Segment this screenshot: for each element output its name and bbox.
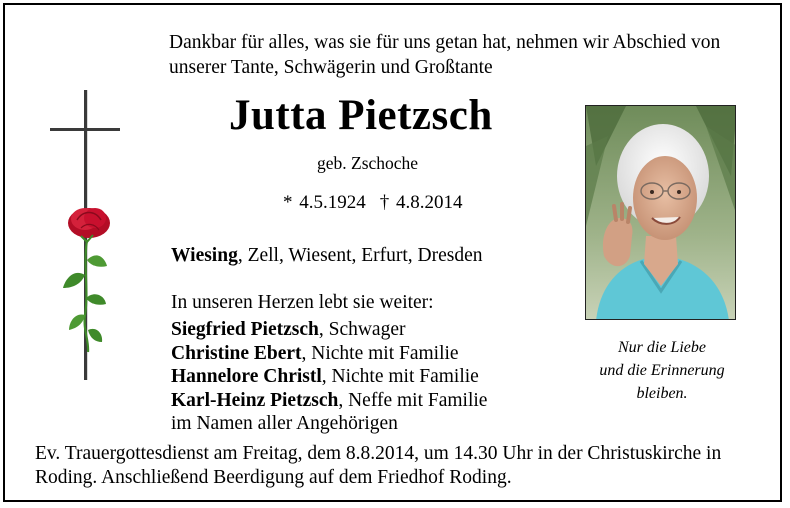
mourner-relation: , Neffe mit Familie <box>338 389 488 411</box>
intro-text <box>169 30 769 80</box>
mourner-entry <box>171 342 487 366</box>
intro-line: unserer Tante, Schwägerin und Großtante <box>169 57 493 78</box>
quote-line: bleiben. <box>636 385 688 402</box>
rose-leaf <box>88 329 102 342</box>
places-line <box>171 245 483 267</box>
mourner-relation: , Nichte mit Familie <box>321 366 479 387</box>
birth-date: * 4.5.1924 <box>283 192 366 213</box>
hearts-line: In unseren Herzen lebt sie weiter: <box>171 292 434 313</box>
cross-horizontal-beam <box>50 128 120 131</box>
mourner-entry <box>171 318 487 342</box>
mourner-relation: , Schwager <box>318 319 406 340</box>
rose-leaf <box>63 273 85 288</box>
service-line: Roding. Anschließend Beerdigung auf dem Friedhof Roding. <box>35 467 512 488</box>
quote-line: Nur die Liebe <box>618 339 706 356</box>
rose-leaf <box>69 314 85 330</box>
rose-leaf <box>86 294 106 305</box>
portrait-image <box>586 106 736 320</box>
mourners-list <box>171 318 487 436</box>
obituary-notice <box>3 3 782 502</box>
rose-leaf <box>87 255 107 266</box>
mourner-name: Siegfried Pietzsch <box>171 319 319 340</box>
mourner-entry <box>171 365 487 389</box>
mourner-relation: , Nichte mit Familie <box>301 342 459 364</box>
mourner-name: Christine Ebert <box>171 342 302 364</box>
mourner-name: Hannelore Christl <box>171 366 322 387</box>
portrait-photo <box>585 105 736 320</box>
photo-face <box>633 156 697 240</box>
life-dates <box>283 192 463 214</box>
place-rest: , Zell, Wiesent, Erfurt, Dresden <box>237 245 483 266</box>
birth-name: geb. Zschoche <box>317 153 419 173</box>
quote-line: und die Erinnerung <box>599 362 725 379</box>
cross-with-rose-icon <box>45 90 130 390</box>
mourner-name: Karl-Heinz Pietzsch <box>171 389 339 411</box>
mourner-entry <box>171 389 487 413</box>
all-relatives-line: im Namen aller Angehörigen <box>171 413 398 434</box>
funeral-service-info <box>35 442 775 490</box>
deceased-name: Jutta Pietzsch <box>229 92 493 139</box>
intro-line: Dankbar für alles, was sie für uns getan hat, nehmen wir Abschied von <box>169 32 721 53</box>
death-date: † 4.8.2014 <box>379 192 463 213</box>
memorial-quote <box>585 336 739 405</box>
place-first: Wiesing <box>171 245 238 266</box>
service-line: Ev. Trauergottesdienst am Freitag, dem 8.8.2014, um 14.30 Uhr in der Christuskirche in <box>35 443 722 464</box>
